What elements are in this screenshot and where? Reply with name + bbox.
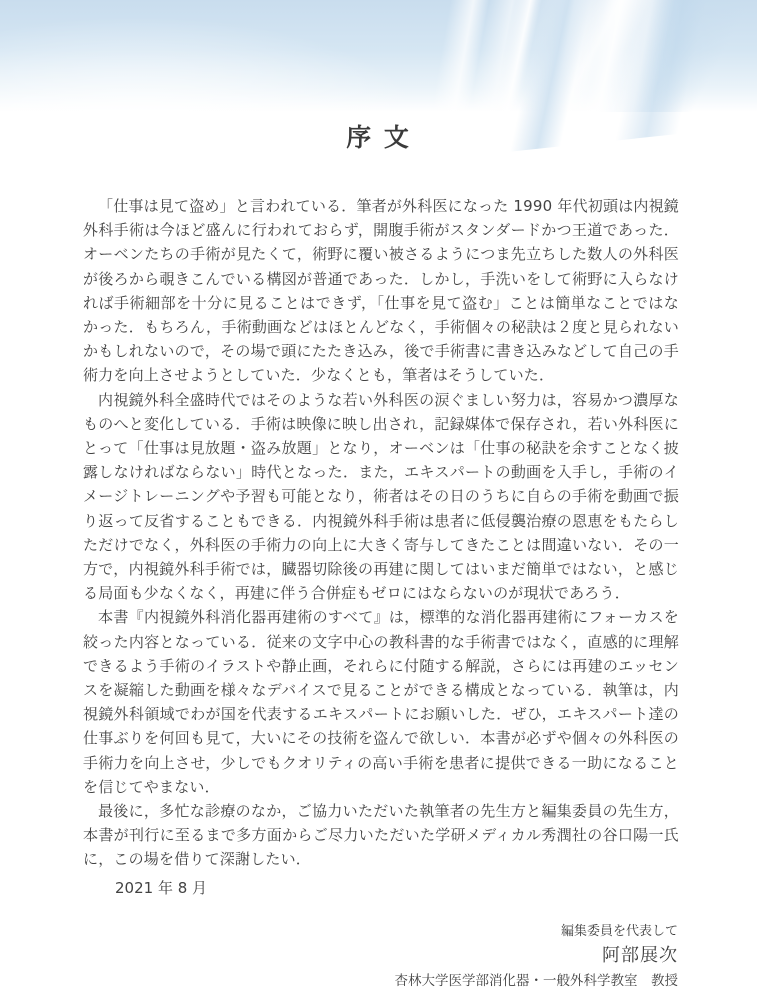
signature-name: 阿部展次 xyxy=(602,945,678,966)
page-title: 序 文 xyxy=(346,123,411,152)
header-decoration xyxy=(0,0,757,112)
paragraph-3: 本書『内視鏡外科消化器再建術のすべて』は，標準的な消化器再建術にフォーカスを絞った内容となっている．従来の文字中心の教科書的な手術書ではなく，直感的に理解できるよう手術のイラストや静止画，それらに付随する解説，さらには再建のエッセンスを凝縮した動画を様々なデバイスで見ることができる構成となっている．執筆は，内視鏡外科領域でわが国を代表するエキスパートにお願いした．ぜひ，エキスパート達の仕事ぶりを何回も見て，大いにその技術を盗んで欲しい．本書が必ずや個々の外科医の手術力を向上させ，少しでもクオリティの高い手術を患者に提供できる一助になることを信じてやまない． xyxy=(83,608,679,796)
paragraph-2: 内視鏡外科全盛時代ではそのような若い外科医の涙ぐましい努力は，容易かつ濃厚なものへと変化している．手術は映像に映し出され，記録媒体で保存され，若い外科医にとって「仕事は見放題・盗み放題」となり，オーベンは「仕事の秘訣を余すことなく披露しなければならない」時代となった．また，エキスパートの動画を入手し，手術のイメージトレーニングや予習も可能となり，術者はその日のうちに自らの手術を動画で振り返って反省することもできる．内視鏡外科手術は患者に低侵襲治療の恩恵をもたらしただけでなく，外科医の手術力の向上に大きく寄与してきたことは間違いない．その一方で，内視鏡外科手術では，臓器切除後の再建に関してはいまだ簡単ではない，と感じる局面も少なくなく，再建に伴う合併症もゼロにはならないのが現状であろう． xyxy=(83,390,679,603)
signature-role: 編集委員を代表して xyxy=(560,924,678,939)
signature-block xyxy=(395,922,679,992)
paragraph-1: 「仕事は見て盗め」と言われている．筆者が外科医になった 1990 年代初頭は内視鏡外科手術は今ほど盛んに行われておらず，開腹手術がスタンダードかつ王道であった．オーベンたちの手術が見たくて，術野に覆い被さるようにつま先立ちした数人の外科医が後ろから覗きこんでいる構図が普通であった．しかし，手洗いをして術野に入らなければ手術細部を十分に見ることはできず，「仕事を見て盗む」ことは簡単なことではなかった．もちろん，手術動画などはほとんどなく，手術個々の秘訣は２度と見られないかもしれないので，その場で頭にたたき込み，後で手術書に書き込みなどして自己の手術力を向上させようとしていた．少なくとも，筆者はそうしていた． xyxy=(83,197,679,385)
preface-body xyxy=(83,194,679,872)
date-line: 2021 年 8 月 xyxy=(115,879,208,897)
signature-affiliation: 杏林大学医学部消化器・一般外科学教室 教授 xyxy=(394,973,678,989)
paragraph-4: 最後に，多忙な診療のなか，ご協力いただいた執筆者の先生方と編集委員の先生方，本書が刊行に至るまで多方面からご尽力いただいた学研メディカル秀潤社の谷口陽一氏に，この場を借りて深謝したい． xyxy=(83,802,679,869)
